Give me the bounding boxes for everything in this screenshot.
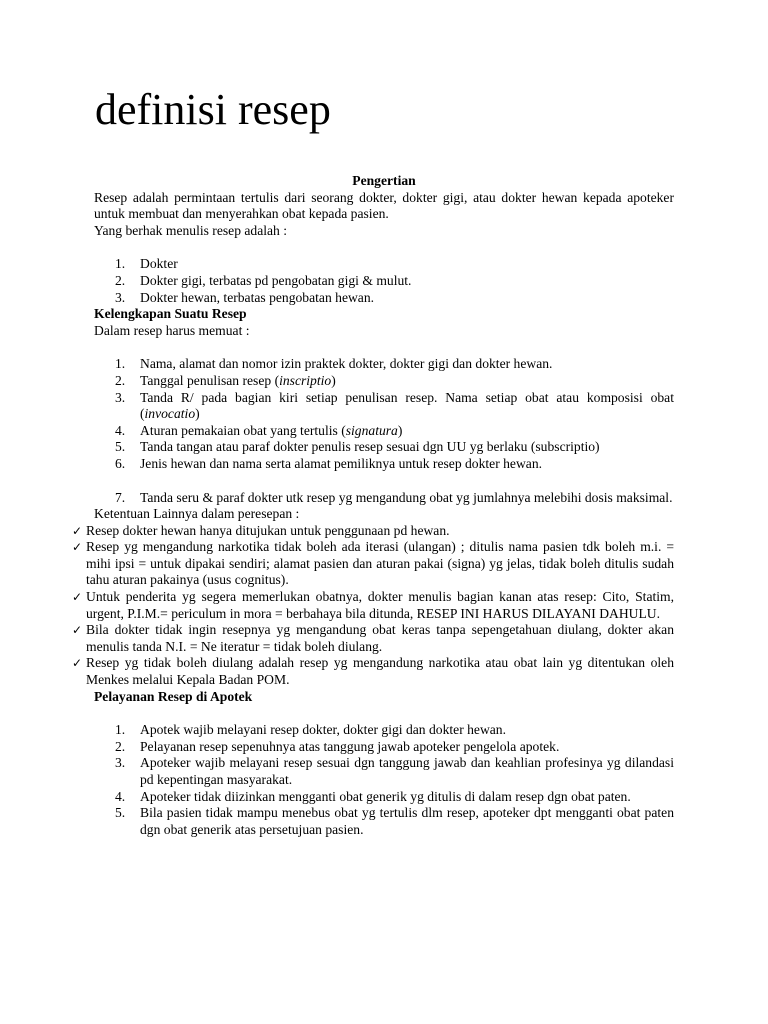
list-number: 3. bbox=[115, 289, 126, 305]
heading-ketentuan: Ketentuan Lainnya dalam peresepan : bbox=[94, 506, 300, 522]
kelengkapan-intro: Dalam resep harus memuat : bbox=[94, 322, 250, 338]
list-number: 5. bbox=[115, 439, 126, 455]
list-item bbox=[94, 390, 674, 423]
list-number: 6. bbox=[115, 455, 126, 471]
checkmark-icon: ✓ bbox=[72, 590, 83, 605]
list-text-post: ) bbox=[397, 422, 403, 438]
list-text-pre: Aturan pemakaian obat yang tertulis ( bbox=[140, 422, 346, 438]
list-text: Tanda seru & paraf dokter utk resep yg mengandung obat yg jumlahnya melebihi dosis maksimal. bbox=[140, 489, 673, 505]
kelengkapan-list-cont bbox=[94, 490, 674, 507]
kelengkapan-list bbox=[94, 356, 674, 472]
list-number: 4. bbox=[115, 422, 126, 438]
checklist-item bbox=[72, 523, 674, 540]
checkmark-icon: ✓ bbox=[72, 540, 83, 555]
list-number: 4. bbox=[115, 788, 126, 804]
list-text: Dokter hewan, terbatas pengobatan hewan. bbox=[140, 289, 375, 305]
checklist-text: Resep yg mengandung narkotika tidak boleh ada iterasi (ulangan) ; ditulis nama pasien tdk boleh m.i. = mihi ipsi = untuk dipakai sendiri; alamat pasien dan aturan pakai (signa) yg jelas, tidak boleh ditulis sudah tahu aturan pakainya (usus cognitus). bbox=[86, 539, 674, 588]
list-text: Apotek wajib melayani resep dokter, dokter gigi dan dokter hewan. bbox=[140, 722, 506, 738]
list-item bbox=[94, 456, 674, 473]
checklist-item bbox=[72, 539, 674, 589]
list-text-term: inscriptio bbox=[279, 372, 332, 388]
list-number: 1. bbox=[115, 256, 126, 272]
list-number: 2. bbox=[115, 372, 126, 388]
list-text: Dokter gigi, terbatas pd pengobatan gigi & mulut. bbox=[140, 272, 412, 288]
list-item bbox=[94, 490, 674, 507]
spacer bbox=[94, 473, 674, 490]
who-list bbox=[94, 256, 674, 306]
list-text-post: ) bbox=[331, 372, 336, 388]
list-text-term: signatura bbox=[345, 422, 398, 438]
list-text: Jenis hewan dan nama serta alamat pemiliknya untuk resep dokter hewan. bbox=[140, 455, 543, 471]
checkmark-icon: ✓ bbox=[72, 523, 83, 538]
list-item bbox=[94, 373, 674, 390]
spacer bbox=[94, 239, 674, 256]
pelayanan-list bbox=[94, 722, 674, 838]
list-number: 2. bbox=[115, 738, 126, 754]
list-item bbox=[94, 439, 674, 456]
list-number: 2. bbox=[115, 272, 126, 288]
list-item bbox=[94, 739, 674, 756]
list-number: 1. bbox=[115, 356, 126, 372]
spacer bbox=[94, 705, 674, 722]
list-item bbox=[94, 256, 674, 273]
list-text-post: ) bbox=[195, 406, 200, 422]
list-text-pre: Tanda R/ pada bagian kiri setiap penulisan resep. Nama setiap obat atau komposisi obat ( bbox=[140, 389, 674, 422]
list-text: Dokter bbox=[140, 256, 178, 272]
ketentuan-list bbox=[72, 523, 674, 689]
document-body bbox=[72, 173, 674, 838]
checklist-item bbox=[72, 589, 674, 622]
list-text: Nama, alamat dan nomor izin praktek dokter, dokter gigi dan dokter hewan. bbox=[140, 356, 553, 372]
list-number: 3. bbox=[115, 755, 126, 771]
list-number: 1. bbox=[115, 722, 126, 738]
list-item bbox=[94, 755, 674, 788]
checkmark-icon: ✓ bbox=[72, 623, 83, 638]
list-number: 5. bbox=[115, 805, 126, 821]
list-text-term: invocatio bbox=[144, 406, 196, 422]
checklist-text: Resep yg tidak boleh diulang adalah resep yg mengandung narkotika atau obat lain yg ditentukan oleh Menkes melalui Kepala Badan POM. bbox=[86, 655, 674, 688]
checklist-text: Untuk penderita yg segera memerlukan obatnya, dokter menulis bagian kanan atas resep: Cito, Statim, urgent, P.I.M.= periculum in mora = berbahaya bila ditunda, RESEP INI HARUS DILAYANI DAHULU. bbox=[86, 589, 674, 621]
list-text-pre: Tanggal penulisan resep ( bbox=[140, 372, 280, 388]
list-item bbox=[94, 805, 674, 838]
heading-kelengkapan: Kelengkapan Suatu Resep bbox=[94, 306, 247, 322]
checklist-text: Bila dokter tidak ingin resepnya yg mengandung obat keras tanpa sepengetahuan diulang, dokter akan menulis tanda N.I. = Ne iteratur = tidak boleh diulang. bbox=[86, 622, 674, 654]
list-text: Apoteker tidak diizinkan mengganti obat generik yg ditulis di dalam resep dgn obat paten. bbox=[140, 788, 631, 804]
checkmark-icon: ✓ bbox=[72, 656, 83, 671]
list-text: Bila pasien tidak mampu menebus obat yg tertulis dlm resep, apoteker dpt mengganti obat paten dgn obat generik atas persetujuan pasien. bbox=[140, 805, 674, 837]
page-title: definisi resep bbox=[95, 85, 331, 134]
checklist-item bbox=[72, 622, 674, 655]
list-text: Pelayanan resep sepenuhnya atas tanggung jawab apoteker pengelola apotek. bbox=[140, 738, 560, 754]
list-item bbox=[94, 789, 674, 806]
pengertian-paragraph: Resep adalah permintaan tertulis dari seorang dokter, dokter gigi, atau dokter hewan kepada apoteker untuk membuat dan menyerahkan obat kepada pasien. bbox=[94, 189, 674, 222]
list-text: Apoteker wajib melayani resep sesuai dgn tanggung jawab dan keahlian profesinya yg dilandasi pd kepentingan masyarakat. bbox=[140, 755, 674, 787]
list-item bbox=[94, 290, 674, 307]
list-number: 3. bbox=[115, 389, 126, 405]
list-item bbox=[94, 423, 674, 440]
list-number: 7. bbox=[115, 489, 126, 505]
list-text: Tanda tangan atau paraf dokter penulis resep sesuai dgn UU yg berlaku (subscriptio) bbox=[140, 439, 600, 455]
who-intro: Yang berhak menulis resep adalah : bbox=[94, 222, 288, 238]
list-item bbox=[94, 722, 674, 739]
heading-pelayanan: Pelayanan Resep di Apotek bbox=[94, 688, 253, 704]
checklist-item bbox=[72, 655, 674, 688]
list-item bbox=[94, 356, 674, 373]
list-item bbox=[94, 273, 674, 290]
spacer bbox=[94, 339, 674, 356]
checklist-text: Resep dokter hewan hanya ditujukan untuk penggunaan pd hewan. bbox=[86, 522, 450, 538]
heading-pengertian: Pengertian bbox=[352, 173, 416, 188]
